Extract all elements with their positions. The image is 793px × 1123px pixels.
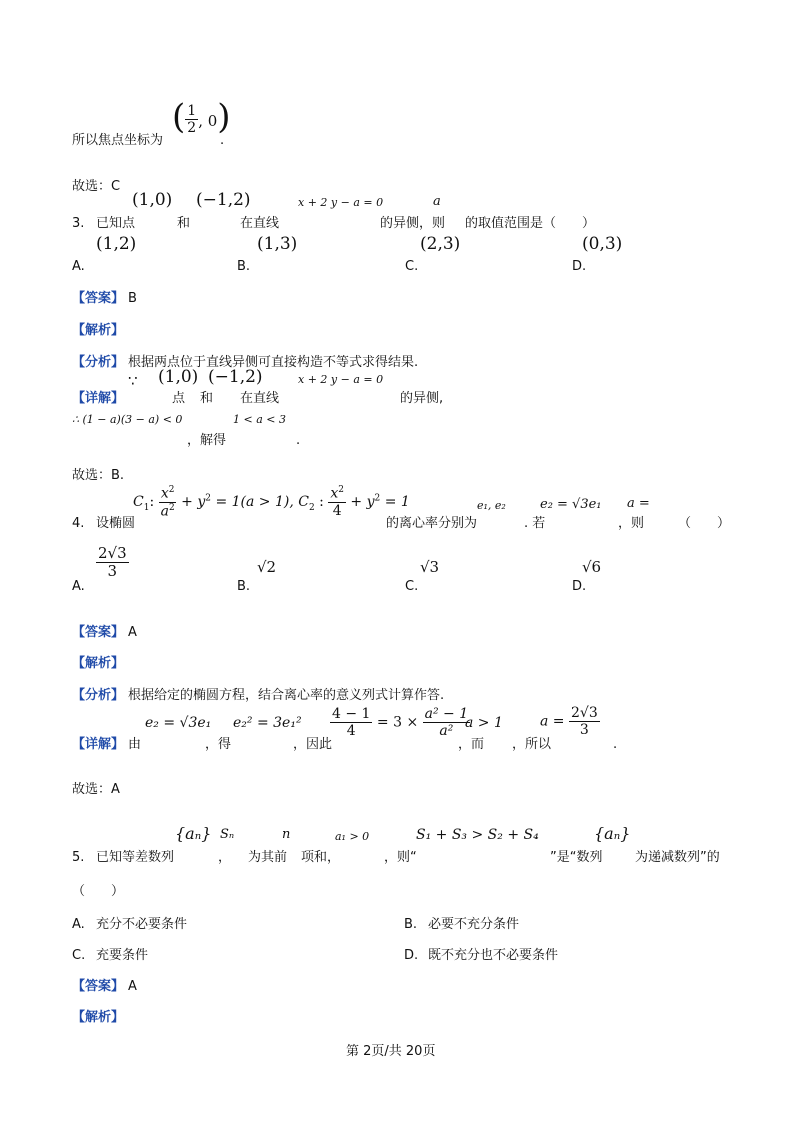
q3-text4: 的异侧，则 (380, 216, 446, 231)
q5-text4: 项和， (301, 850, 341, 865)
q4-detail-result (540, 706, 600, 737)
q3-detail-point-text: 点 (172, 391, 186, 406)
q3-fenxi-text: 根据两点位于直线异侧可直接构造不等式求得结果. (128, 355, 419, 370)
focus-den: 2 (187, 120, 197, 136)
q5-answer-tag: 【答案】 (72, 979, 125, 994)
q3-answer-tag: 【答案】 (72, 291, 125, 306)
focus-text: 所以焦点坐标为 (72, 133, 164, 148)
q3-solve-period: . (296, 433, 301, 448)
q5-sn: Sₙ (220, 827, 235, 842)
q4-detail-tag: 【详解】 (72, 737, 125, 752)
q3-option-d-value: (0,3) (582, 234, 623, 254)
q4-detail-cond: a > 1 (465, 715, 503, 731)
q4-relation: e₂ = √3e₁ (540, 497, 602, 512)
q4-detail-text2: ，得 (205, 737, 232, 752)
q5-text2: ， (218, 850, 232, 865)
q5-option-b-value: 必要不充分条件 (428, 917, 520, 932)
q3-detail-and-text: 和 (200, 391, 214, 406)
q4-result-den: 3 (579, 722, 589, 738)
q4-a-equals: a = (627, 496, 650, 511)
q3-detail-side-text: 的异侧, (400, 391, 444, 406)
q4-text5: （ ） (678, 516, 731, 531)
q4-answer: A (128, 625, 137, 640)
q5-text1: 已知等差数列 (96, 850, 175, 865)
q3-line: x + 2 y − a = 0 (298, 196, 384, 209)
q4-answer-tag: 【答案】 (72, 625, 125, 640)
q5-option-d-label: D. (404, 948, 419, 963)
q3-option-c-value: (2,3) (420, 234, 461, 254)
q4-option-d-value: √6 (582, 558, 602, 576)
q4-result-lhs: a = (540, 713, 565, 730)
q3-analysis-tag: 【解析】 (72, 323, 125, 338)
q4-detail-text3: ，因此 (293, 737, 333, 752)
q5-option-d-value: 既不充分也不必要条件 (428, 948, 559, 963)
q3-answer: B (128, 291, 137, 306)
q3-text1: 已知点 (96, 216, 136, 231)
q4-detail-period: . (613, 737, 618, 752)
q5-text3: 为其前 (248, 850, 288, 865)
q4-detail-eq1: e₂ = √3e₁ (145, 715, 212, 731)
q5-seq2: {aₙ} (594, 824, 631, 843)
q3-option-b-label: B. (237, 259, 251, 274)
focus-coordinate: ( $\frac{1}{2}$ , 0) (172, 97, 231, 137)
q4-times: = 3 × (376, 714, 419, 731)
q5-cond: a₁ > 0 (335, 830, 370, 843)
q5-text5: ，则“ (384, 850, 417, 865)
answer-choice-c: 故选：C (72, 179, 121, 194)
q3-option-c-label: C. (405, 259, 419, 274)
q3-var-a: a (433, 194, 441, 209)
q3-fenxi-tag: 【分析】 (72, 355, 125, 370)
q4-option-d-label: D. (572, 579, 587, 594)
q5-inequality: S₁ + S₃ > S₂ + S₄ (416, 827, 539, 843)
q4-analysis-tag: 【解析】 (72, 656, 125, 671)
q3-option-d-label: D. (572, 259, 587, 274)
q5-option-c-value: 充要条件 (96, 948, 149, 963)
q4-number: 4. (72, 516, 85, 531)
q4-text2: 的离心率分别为 (386, 516, 478, 531)
q4-ellipse-equations: $C_1$: $\frac{x^2}{a^2}$ + $y^2 = 1(a > 1)$, $C_2$ : $\frac{x^2}{4}$ + $y^2 = 1$ (133, 485, 410, 520)
q4-frac-left-num: 4 − 1 (332, 706, 371, 722)
q3-because-symbol: ∵ (128, 372, 138, 390)
page-footer: 第 2页/共 20页 (346, 1044, 436, 1059)
q3-text3: 在直线 (240, 216, 280, 231)
q4-text1: 设椭圆 (96, 516, 136, 531)
q4-option-c-value: √3 (420, 558, 440, 576)
q4-detail-text1: 由 (128, 737, 142, 752)
q4-option-b-label: B. (237, 579, 251, 594)
q3-detail-tag: 【详解】 (72, 391, 125, 406)
focus-rest: , 0 (198, 112, 218, 130)
q4-eccentricity-pair: e₁, e₂ (477, 499, 506, 512)
q4-detail-text4: ，而 (458, 737, 485, 752)
q5-seq: {aₙ} (175, 824, 212, 843)
q4-frac-right-den: a² (439, 723, 454, 739)
q5-option-b-label: B. (404, 917, 418, 932)
q4-detail-eq2: e₂² = 3e₁² (233, 715, 302, 731)
focus-period: . (220, 133, 225, 148)
q3-therefore-inequality: ∴ (1 − a)(3 − a) < 0 (72, 413, 183, 426)
q3-option-a-value: (1,2) (96, 234, 137, 254)
q3-detail-line: x + 2 y − a = 0 (298, 373, 384, 386)
q4-option-a-den: 3 (107, 562, 118, 580)
q4-result-num: 2√3 (570, 705, 598, 721)
q5-option-c-label: C. (72, 948, 86, 963)
q5-option-a-value: 充分不必要条件 (96, 917, 188, 932)
q5-n: n (282, 827, 291, 842)
q5-text7: 为递减数列”的 (635, 850, 720, 865)
q3-text2: 和 (177, 216, 191, 231)
q5-text6: ”是“数列 (550, 850, 603, 865)
q5-analysis-tag: 【解析】 (72, 1010, 125, 1025)
q5-paren: （ ） (72, 884, 125, 899)
q4-option-b-value: √2 (257, 558, 277, 576)
q3-option-a-label: A. (72, 259, 85, 274)
q4-frac-left-den: 4 (346, 723, 356, 739)
q5-answer: A (128, 979, 137, 994)
q3-number: 3. (72, 216, 85, 231)
focus-num: 1 (187, 103, 197, 119)
q4-option-a-value (96, 546, 129, 579)
q5-number: 5. (72, 850, 85, 865)
q3-option-b-value: (1,3) (257, 234, 298, 254)
q4-fenxi-tag: 【分析】 (72, 688, 125, 703)
q4-detail-fraction-eq (330, 707, 470, 738)
q4-option-a-label: A. (72, 579, 85, 594)
q5-option-a-label: A. (72, 917, 85, 932)
q4-text4: ，则 (618, 516, 645, 531)
q4-fenxi-text: 根据给定的椭圆方程，结合离心率的意义列式计算作答. (128, 688, 445, 703)
q3-point1: (1,0) (132, 190, 173, 210)
q3-choose: 故选：B. (72, 468, 125, 483)
q4-frac-right-num: a² − 1 (424, 706, 469, 722)
q3-point2: (−1,2) (196, 190, 251, 210)
q3-detail-point2: (−1,2) (208, 367, 263, 387)
q3-text5: 的取值范围是（ ） (465, 216, 596, 231)
q3-detail-online-text: 在直线 (240, 391, 280, 406)
q4-text3: . 若 (524, 516, 546, 531)
q4-choose: 故选：A (72, 782, 120, 797)
q4-option-c-label: C. (405, 579, 419, 594)
q3-solve-text: ，解得 (187, 433, 227, 448)
q3-detail-point1: (1,0) (158, 367, 199, 387)
q4-option-a-num: 2√3 (98, 544, 127, 562)
q3-range: 1 < a < 3 (233, 413, 286, 426)
q4-detail-text5: ，所以 (512, 737, 552, 752)
